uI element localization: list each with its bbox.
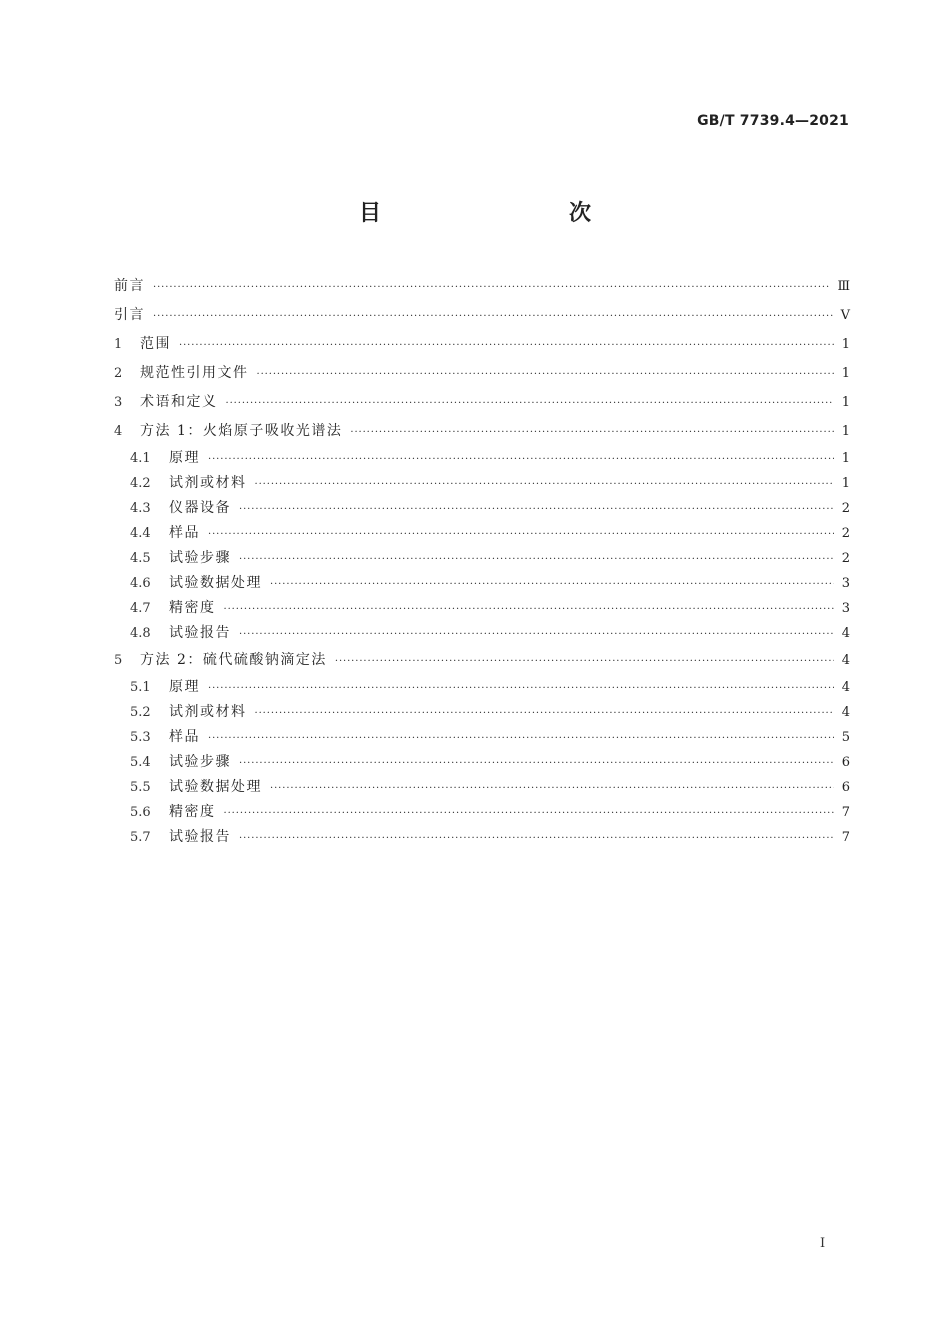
toc-entry-5-7[interactable] bbox=[114, 825, 850, 850]
toc-entry-4-3[interactable] bbox=[114, 496, 850, 521]
toc-entry-page: 2 bbox=[841, 551, 850, 566]
toc-entry-page: 1 bbox=[841, 451, 850, 466]
toc-entry-label: 试剂或材料 bbox=[169, 704, 247, 720]
leader-dots bbox=[208, 726, 834, 751]
toc-entry-page: 3 bbox=[841, 601, 850, 616]
leader-dots bbox=[224, 597, 835, 622]
toc-entry-label: 试验步骤 bbox=[169, 754, 231, 770]
toc-entry-3[interactable] bbox=[114, 388, 850, 417]
leader-dots bbox=[239, 622, 834, 647]
toc-entry-page: 4 bbox=[841, 653, 850, 668]
leader-dots bbox=[239, 547, 834, 572]
toc-entry-number: 5 bbox=[114, 653, 123, 668]
table-of-contents bbox=[114, 272, 850, 850]
toc-entry-label: 仪器设备 bbox=[169, 500, 231, 516]
toc-entry-page: 1 bbox=[841, 476, 850, 491]
toc-entry-number: 5.2 bbox=[130, 705, 151, 720]
toc-entry-number: 3 bbox=[114, 395, 123, 410]
toc-entry-label: 试验报告 bbox=[169, 829, 231, 845]
toc-entry-number: 4.3 bbox=[130, 501, 151, 516]
toc-entry-page: 7 bbox=[841, 830, 850, 845]
toc-entry-page: 6 bbox=[841, 780, 850, 795]
leader-dots bbox=[239, 751, 834, 776]
toc-entry-number: 4.8 bbox=[130, 626, 151, 641]
toc-entry-4-6[interactable] bbox=[114, 571, 850, 596]
leader-dots bbox=[208, 676, 834, 701]
toc-entry-number: 4.7 bbox=[130, 601, 151, 616]
toc-entry-label: 原理 bbox=[169, 679, 200, 695]
toc-entry-4-1[interactable] bbox=[114, 446, 850, 471]
leader-dots bbox=[226, 389, 835, 418]
leader-dots bbox=[153, 273, 831, 302]
toc-entry-label: 精密度 bbox=[169, 600, 216, 616]
leader-dots bbox=[350, 418, 834, 447]
toc-entry-introduction[interactable] bbox=[114, 301, 850, 330]
toc-entry-label: 规范性引用文件 bbox=[140, 365, 249, 381]
toc-entry-5-3[interactable] bbox=[114, 725, 850, 750]
toc-entry-page: 1 bbox=[841, 395, 850, 410]
toc-entry-page: 2 bbox=[841, 526, 850, 541]
toc-entry-label: 方法 1：火焰原子吸收光谱法 bbox=[140, 423, 343, 439]
toc-entry-4-7[interactable] bbox=[114, 596, 850, 621]
toc-entry-number: 4.5 bbox=[130, 551, 151, 566]
toc-entry-label: 试剂或材料 bbox=[169, 475, 247, 491]
leader-dots bbox=[179, 331, 834, 360]
toc-entry-page: 3 bbox=[841, 576, 850, 591]
toc-entry-label: 前言 bbox=[114, 278, 145, 294]
toc-entry-page: 2 bbox=[841, 501, 850, 516]
toc-entry-page: 5 bbox=[841, 730, 850, 745]
leader-dots bbox=[335, 647, 834, 676]
toc-entry-number: 4.4 bbox=[130, 526, 151, 541]
toc-entry-label: 试验数据处理 bbox=[169, 575, 262, 591]
toc-entry-page: Ⅴ bbox=[840, 308, 850, 323]
toc-entry-5-1[interactable] bbox=[114, 675, 850, 700]
toc-entry-4-5[interactable] bbox=[114, 546, 850, 571]
leader-dots bbox=[255, 472, 835, 497]
toc-entry-page: 7 bbox=[841, 805, 850, 820]
toc-entry-label: 精密度 bbox=[169, 804, 216, 820]
footer-page-number: Ⅰ bbox=[820, 1236, 826, 1251]
leader-dots bbox=[153, 302, 834, 331]
toc-entry-5-4[interactable] bbox=[114, 750, 850, 775]
toc-entry-4-4[interactable] bbox=[114, 521, 850, 546]
standard-code: GB/T 7739.4—2021 bbox=[697, 113, 849, 129]
leader-dots bbox=[208, 447, 834, 472]
toc-entry-4[interactable] bbox=[114, 417, 850, 446]
toc-entry-label: 试验步骤 bbox=[169, 550, 231, 566]
toc-entry-4-2[interactable] bbox=[114, 471, 850, 496]
toc-entry-number: 4.1 bbox=[130, 451, 151, 466]
toc-entry-number: 5.7 bbox=[130, 830, 151, 845]
toc-entry-number: 2 bbox=[114, 366, 123, 381]
toc-entry-label: 引言 bbox=[114, 307, 145, 323]
toc-entry-number: 1 bbox=[114, 337, 123, 352]
leader-dots bbox=[270, 776, 834, 801]
toc-entry-page: Ⅲ bbox=[837, 279, 850, 294]
toc-entry-label: 原理 bbox=[169, 450, 200, 466]
toc-entry-number: 5.1 bbox=[130, 680, 151, 695]
leader-dots bbox=[255, 701, 835, 726]
toc-title: 目 次 bbox=[358, 201, 639, 226]
leader-dots bbox=[239, 497, 834, 522]
toc-entry-number: 4.6 bbox=[130, 576, 151, 591]
toc-entry-1[interactable] bbox=[114, 330, 850, 359]
toc-entry-number: 5.6 bbox=[130, 805, 151, 820]
toc-entry-label: 范围 bbox=[140, 336, 171, 352]
toc-entry-foreword[interactable] bbox=[114, 272, 850, 301]
toc-entry-label: 样品 bbox=[169, 525, 200, 541]
leader-dots bbox=[208, 522, 834, 547]
toc-entry-number: 5.5 bbox=[130, 780, 151, 795]
toc-entry-label: 样品 bbox=[169, 729, 200, 745]
toc-entry-number: 4.2 bbox=[130, 476, 151, 491]
toc-entry-5-5[interactable] bbox=[114, 775, 850, 800]
toc-entry-5-2[interactable] bbox=[114, 700, 850, 725]
toc-entry-label: 方法 2：硫代硫酸钠滴定法 bbox=[140, 652, 327, 668]
toc-entry-number: 5.4 bbox=[130, 755, 151, 770]
toc-entry-page: 1 bbox=[841, 424, 850, 439]
toc-entry-page: 4 bbox=[841, 705, 850, 720]
toc-entry-5[interactable] bbox=[114, 646, 850, 675]
toc-entry-page: 4 bbox=[841, 626, 850, 641]
leader-dots bbox=[239, 826, 834, 851]
toc-entry-label: 试验报告 bbox=[169, 625, 231, 641]
leader-dots bbox=[270, 572, 834, 597]
toc-entry-2[interactable] bbox=[114, 359, 850, 388]
leader-dots bbox=[257, 360, 835, 389]
toc-entry-label: 试验数据处理 bbox=[169, 779, 262, 795]
leader-dots bbox=[224, 801, 835, 826]
toc-entry-page: 1 bbox=[841, 366, 850, 381]
toc-entry-number: 5.3 bbox=[130, 730, 151, 745]
toc-entry-page: 6 bbox=[841, 755, 850, 770]
toc-entry-4-8[interactable] bbox=[114, 621, 850, 646]
toc-entry-number: 4 bbox=[114, 424, 123, 439]
toc-entry-label: 术语和定义 bbox=[140, 394, 218, 410]
toc-entry-page: 4 bbox=[841, 680, 850, 695]
toc-entry-page: 1 bbox=[841, 337, 850, 352]
toc-entry-5-6[interactable] bbox=[114, 800, 850, 825]
